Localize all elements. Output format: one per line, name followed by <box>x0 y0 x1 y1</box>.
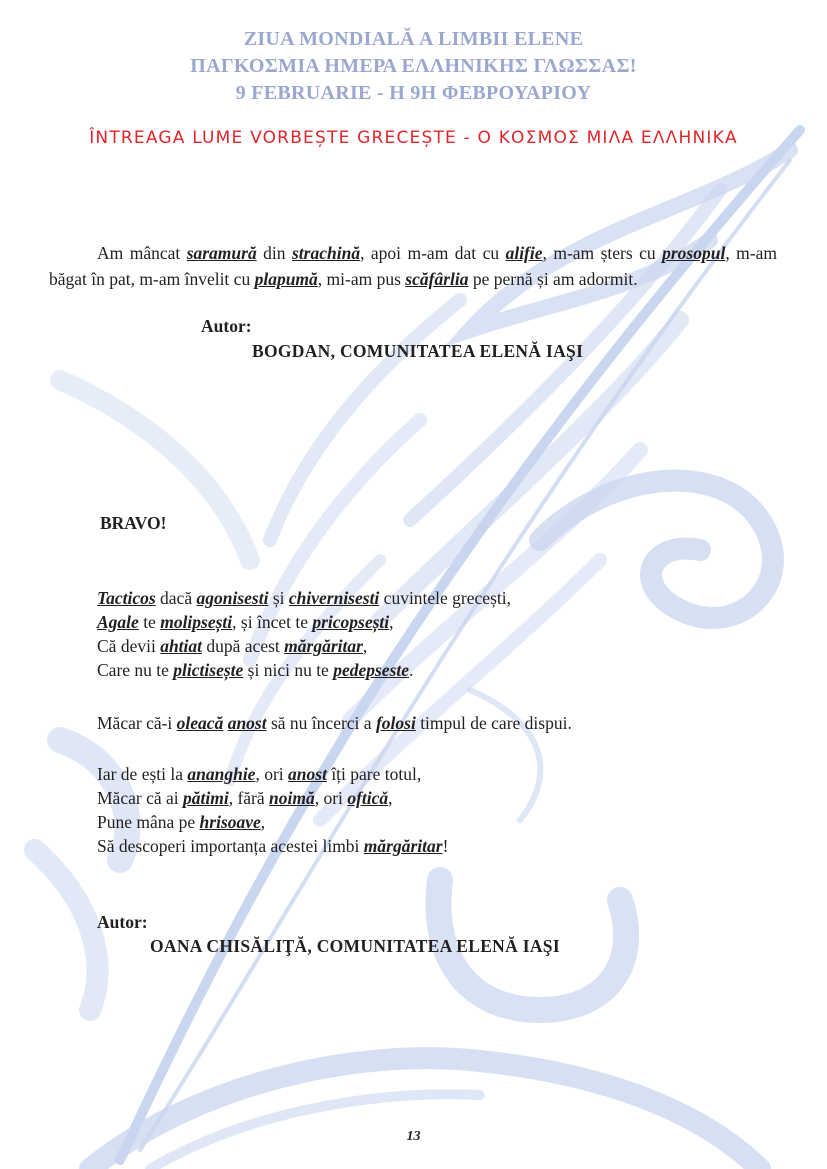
poem-line: Agale te molipsești, și încet te pricopsești, <box>97 612 394 632</box>
highlighted-word: plapumă <box>254 269 318 289</box>
poem-stanza-1 <box>97 586 511 682</box>
header-title-romanian: ZIUA MONDIALĂ A LIMBII ELENE <box>243 28 584 50</box>
poem-line: Pune mâna pe hrisoave, <box>97 812 266 832</box>
poem-line: Că devii ahtiat după acest mărgăritar, <box>97 636 368 656</box>
header-subtitle: ÎNTREAGA LUME VORBEȘTE GRECEȘTE - Ο ΚΟΣΜΟΣ ΜΙΛΑ ΕΛΛΗΝΙΚΑ <box>89 128 738 148</box>
highlighted-word: prosopul <box>662 243 726 263</box>
poem-stanza-3 <box>97 762 448 858</box>
poem-line: Care nu te plictisește și nici nu te pedepseste. <box>97 660 414 680</box>
highlighted-word: alifie <box>505 243 543 263</box>
piece1-author-label: Autor: <box>201 316 252 336</box>
poem-line: Măcar că-i oleacă anost să nu încerci a folosi timpul de care dispui. <box>97 713 572 733</box>
poem-line: Să descoperi importanța acestei limbi mărgăritar! <box>97 836 449 856</box>
piece2-author-name: OANA CHISĂLIŢĂ, COMUNITATEA ELENĂ IAŞI <box>150 936 560 956</box>
page-number: 13 <box>406 1129 421 1144</box>
poem-line: Tacticos dacă agonisesti și chivernisesti cuvintele grecești, <box>97 588 511 608</box>
header-title-greek: ΠΑΓΚΟΣΜΙΑ ΗΜΕΡΑ ΕΛΛΗΝΙΚΗΣ ΓΛΩΣΣΑΣ! <box>190 55 637 77</box>
poem-line: Iar de ești la ananghie, ori anost îți pare totul, <box>97 764 422 784</box>
poem-line: Măcar că ai pătimi, fără noimă, ori ofticǎ, <box>97 788 393 808</box>
piece2-heading: BRAVO! <box>100 513 167 533</box>
piece1-author-name: BOGDAN, COMUNITATEA ELENĂ IAŞI <box>252 341 584 361</box>
poem-stanza-2 <box>97 711 572 735</box>
piece1-paragraph: Am mâncat saramură din strachină, apoi m-am dat cu alifie, m-am șters cu prosopul, m-am băgat în pat, m-am învelit cu plapumă, mi-am pus scăfârlia pe pernă și am adormit. <box>49 243 777 289</box>
highlighted-word: strachină <box>292 243 361 263</box>
header-date: 9 FEBRUARIE - Η 9Η ΦΕΒΡΟΥΑΡΙΟΥ <box>235 82 592 104</box>
highlighted-word: scăfârlia <box>405 269 469 289</box>
piece2-author-label: Autor: <box>97 912 148 932</box>
highlighted-word: saramură <box>186 243 257 263</box>
